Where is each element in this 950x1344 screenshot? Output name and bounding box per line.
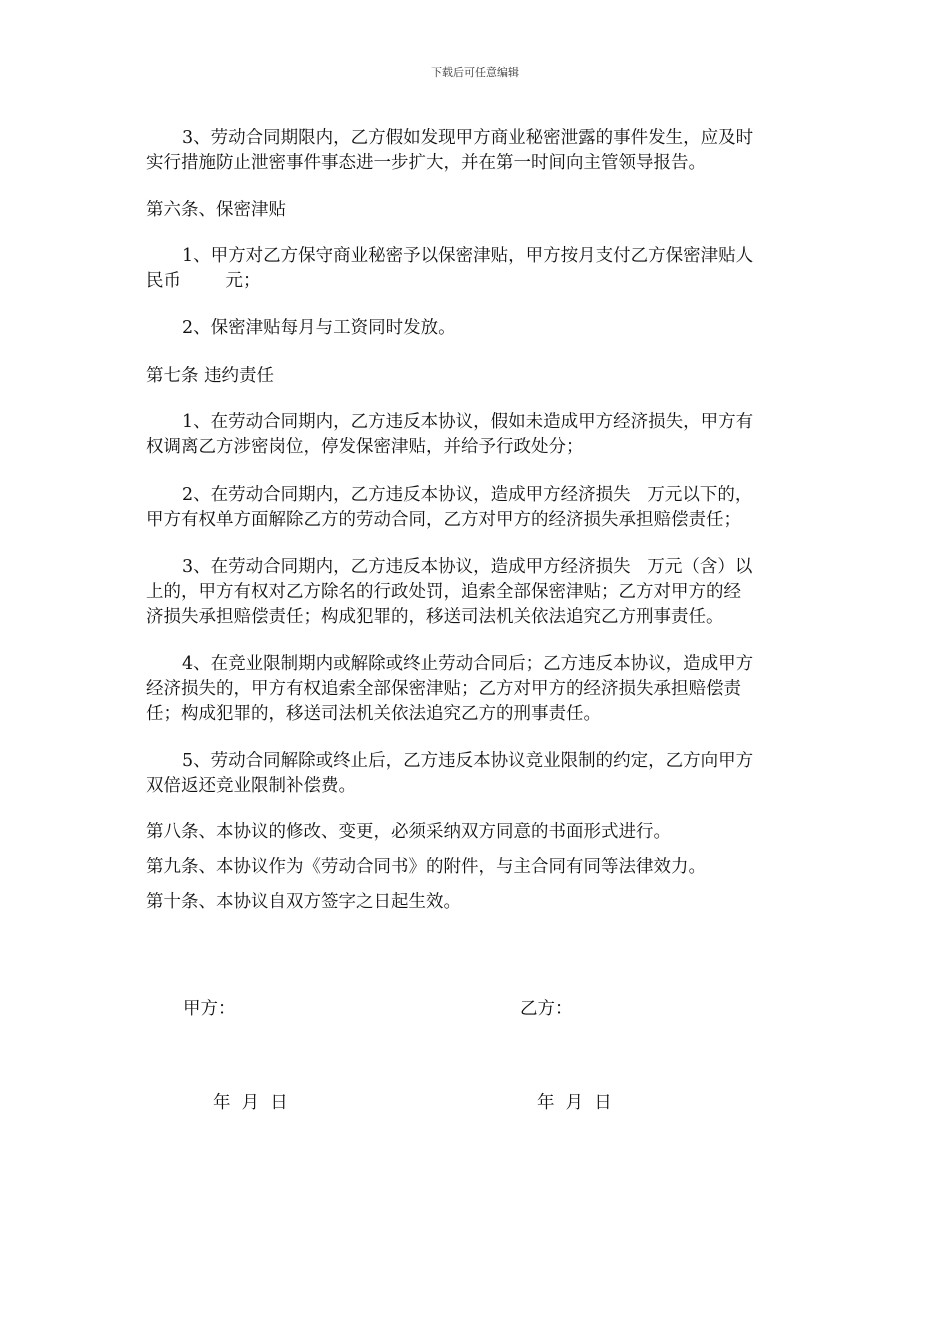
article-8: 第八条、本协议的修改、变更，必须采纳双方同意的书面形式进行。	[146, 822, 671, 842]
clause-7-1-line-2: 权调离乙方涉密岗位，停发保密津贴，并给予行政处分；	[146, 437, 584, 457]
clause-7-4-line-3: 任；构成犯罪的，移送司法机关依法追究乙方的刑事责任。	[146, 704, 601, 724]
clause-6-2: 2、保密津贴每月与工资同时发放。	[182, 318, 456, 338]
page-header-note: 下载后可任意编辑	[431, 66, 519, 79]
clause-7-5-line-2: 双倍返还竞业限制补偿费。	[146, 776, 356, 796]
clause-7-3-line-3: 济损失承担赔偿责任；构成犯罪的，移送司法机关依法追究乙方刑事责任。	[146, 607, 724, 627]
article-7-title: 第七条 违约责任	[146, 366, 275, 386]
article-6-title: 第六条、保密津贴	[146, 200, 286, 220]
party-b-date: 年 月 日	[537, 1093, 612, 1113]
clause-6-1-line-2: 民币 元；	[146, 271, 261, 291]
article-9: 第九条、本协议作为《劳动合同书》的附件，与主合同有同等法律效力。	[146, 857, 706, 877]
clause-7-5-line-1: 5、劳动合同解除或终止后，乙方违反本协议竞业限制的约定，乙方向甲方	[182, 751, 754, 771]
party-a-date: 年 月 日	[213, 1093, 288, 1113]
clause-7-4-line-1: 4、在竞业限制期内或解除或终止劳动合同后；乙方违反本协议，造成甲方	[182, 654, 754, 674]
party-b-signature-label: 乙方：	[520, 999, 573, 1019]
article-10: 第十条、本协议自双方签字之日起生效。	[146, 892, 461, 912]
clause-7-2-line-1: 2、在劳动合同期内，乙方违反本协议，造成甲方经济损失 万元以下的，	[182, 485, 753, 505]
clause-7-2-line-2: 甲方有权单方面解除乙方的劳动合同，乙方对甲方的经济损失承担赔偿责任；	[146, 510, 741, 530]
clause-5-3-line-1: 3、劳动合同期限内，乙方假如发现甲方商业秘密泄露的事件发生，应及时	[182, 128, 754, 148]
clause-6-1-line-1: 1、甲方对乙方保守商业秘密予以保密津贴，甲方按月支付乙方保密津贴人	[182, 246, 754, 266]
clause-7-1-line-1: 1、在劳动合同期内，乙方违反本协议，假如未造成甲方经济损失，甲方有	[182, 412, 754, 432]
clause-7-3-line-2: 上的，甲方有权对乙方除名的行政处罚，追索全部保密津贴；乙方对甲方的经	[146, 582, 741, 602]
party-a-signature-label: 甲方：	[183, 999, 236, 1019]
clause-7-4-line-2: 经济损失的，甲方有权追索全部保密津贴；乙方对甲方的经济损失承担赔偿责	[146, 679, 741, 699]
clause-7-3-line-1: 3、在劳动合同期内，乙方违反本协议，造成甲方经济损失 万元（含）以	[182, 557, 753, 577]
clause-5-3-line-2: 实行措施防止泄密事件事态进一步扩大，并在第一时间向主管领导报告。	[146, 153, 706, 173]
